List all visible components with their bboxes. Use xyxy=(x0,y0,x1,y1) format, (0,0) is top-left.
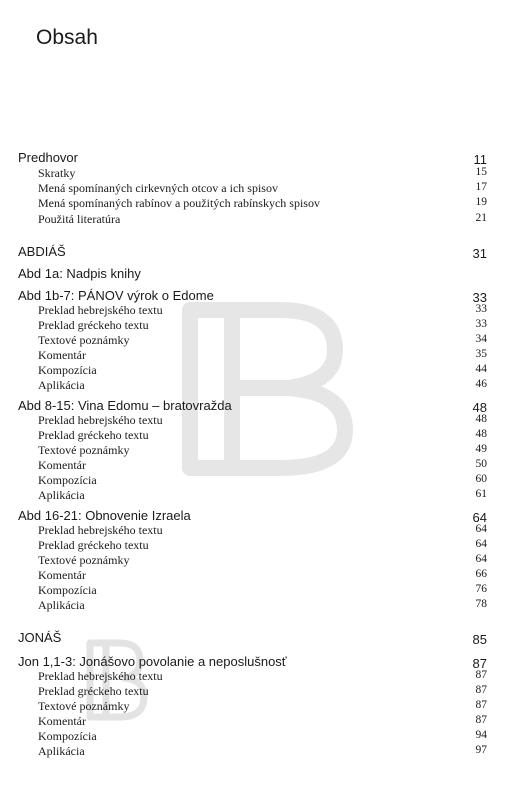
toc-page-number: 87 xyxy=(475,684,487,696)
toc-label: Komentár xyxy=(38,714,86,728)
toc-label: Komentár xyxy=(38,568,86,582)
toc-page-number: 87 xyxy=(475,714,487,726)
toc-page-number: 31 xyxy=(472,246,487,261)
toc-page-number: 50 xyxy=(475,458,487,470)
toc-label: Použitá literatúra xyxy=(38,212,121,226)
toc-label: Jon 1,1-3: Jonášovo povolanie a neposlušnosť xyxy=(18,654,287,669)
toc-page-number: 11 xyxy=(473,152,487,167)
toc-label: Mená spomínaných cirkevných otcov a ich spisov xyxy=(38,181,278,195)
toc-label: Preklad gréckeho textu xyxy=(38,684,149,698)
toc-label: Kompozícia xyxy=(38,583,97,597)
toc-label: Skratky xyxy=(38,166,76,180)
toc-label: Preklad gréckeho textu xyxy=(38,318,149,332)
toc-label: Abd 16-21: Obnovenie Izraela xyxy=(18,508,191,523)
toc-label: Preklad hebrejského textu xyxy=(38,669,163,683)
toc-label: Kompozícia xyxy=(38,473,97,487)
toc-page-number: 46 xyxy=(475,378,487,390)
toc-page-number: 76 xyxy=(475,583,487,595)
toc-label: Mená spomínaných rabínov a použitých rabínskych spisov xyxy=(38,196,320,210)
toc-label: Preklad gréckeho textu xyxy=(38,428,149,442)
toc-label: Preklad hebrejského textu xyxy=(38,413,163,427)
toc-page-number: 33 xyxy=(475,303,487,315)
toc-page-number: 21 xyxy=(475,212,487,224)
page-title: Obsah xyxy=(36,26,98,49)
toc-page-number: 60 xyxy=(475,473,487,485)
toc-page-number: 64 xyxy=(472,510,487,525)
toc-label: Abd 1b-7: PÁNOV výrok o Edome xyxy=(18,288,214,303)
toc-page-number: 35 xyxy=(475,348,487,360)
toc-label: ABDIÁŠ xyxy=(18,244,66,259)
toc-page-number: 15 xyxy=(475,166,487,178)
toc-page-number: 87 xyxy=(472,656,487,671)
toc-label: Aplikácia xyxy=(38,744,85,758)
toc-label: Predhovor xyxy=(18,150,78,165)
toc-page-number: 87 xyxy=(475,669,487,681)
toc-label: Aplikácia xyxy=(38,488,85,502)
toc-page-number: 48 xyxy=(475,413,487,425)
toc-page-number: 34 xyxy=(475,333,487,345)
toc-label: Textové poznámky xyxy=(38,553,130,567)
toc-page-number: 49 xyxy=(475,443,487,455)
toc-label: JONÁŠ xyxy=(18,630,62,645)
toc-page-number: 17 xyxy=(475,181,487,193)
toc-label: Abd 8-15: Vina Edomu – bratovražda xyxy=(18,398,232,413)
toc-label: Preklad hebrejského textu xyxy=(38,523,163,537)
toc-page-number: 66 xyxy=(475,568,487,580)
toc-label: Aplikácia xyxy=(38,598,85,612)
toc-label: Preklad gréckeho textu xyxy=(38,538,149,552)
toc-page-number: 85 xyxy=(472,632,487,647)
toc-page-number: 61 xyxy=(475,488,487,500)
toc-label: Komentár xyxy=(38,348,86,362)
toc-page-number: 48 xyxy=(475,428,487,440)
toc-page-number: 78 xyxy=(475,598,487,610)
toc-label: Kompozícia xyxy=(38,363,97,377)
toc-label: Abd 1a: Nadpis knihy xyxy=(18,266,141,281)
toc-page-number: 19 xyxy=(475,196,487,208)
toc-label: Aplikácia xyxy=(38,378,85,392)
toc-page-number: 48 xyxy=(472,400,487,415)
toc-label: Kompozícia xyxy=(38,729,97,743)
toc-label: Komentár xyxy=(38,458,86,472)
toc-page-number: 64 xyxy=(475,553,487,565)
toc-page-number: 97 xyxy=(475,744,487,756)
toc-page-number: 64 xyxy=(475,523,487,535)
toc-page-number: 33 xyxy=(475,318,487,330)
toc-label: Preklad hebrejského textu xyxy=(38,303,163,317)
toc-label: Textové poznámky xyxy=(38,699,130,713)
toc-page-number: 64 xyxy=(475,538,487,550)
toc-page-number: 87 xyxy=(475,699,487,711)
toc-page-number: 44 xyxy=(475,363,487,375)
toc-label: Textové poznámky xyxy=(38,333,130,347)
toc-label: Textové poznámky xyxy=(38,443,130,457)
watermark-b-logo xyxy=(170,290,370,480)
toc-page-number: 33 xyxy=(472,290,487,305)
toc-page-number: 94 xyxy=(475,729,487,741)
